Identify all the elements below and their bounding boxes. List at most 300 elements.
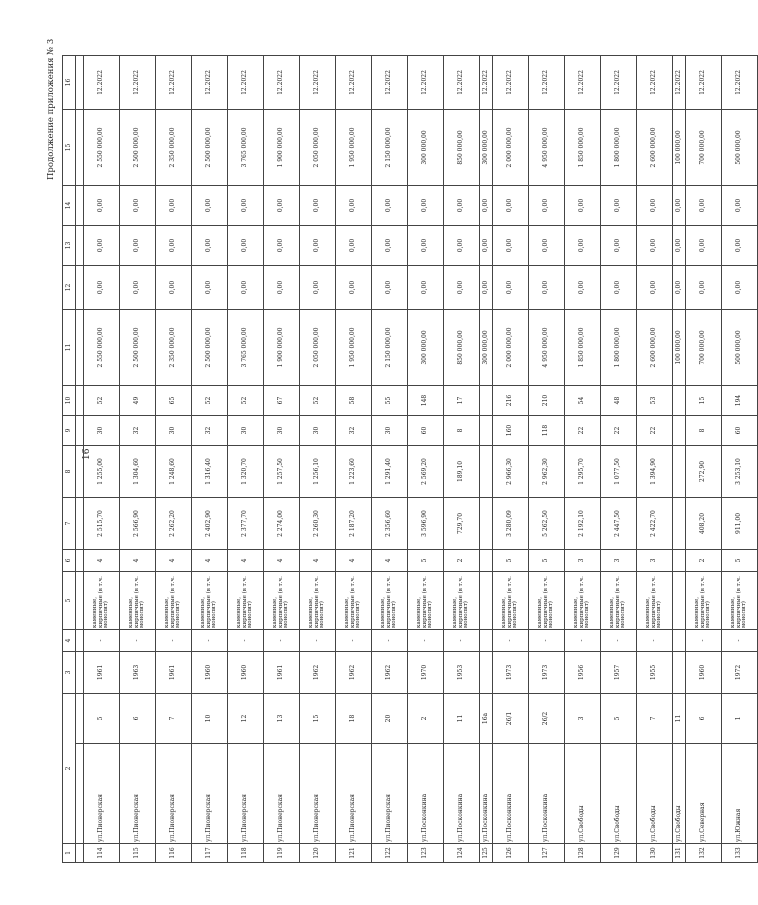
cell-area2: 1 223,60 <box>336 445 372 497</box>
cell-n: 133 <box>722 844 758 863</box>
header-spacer-cell <box>76 651 84 693</box>
cell-wall: каменные, кирпичные (в т.ч. монолит) <box>722 571 758 629</box>
cell-c14: 0,00 <box>444 185 480 225</box>
cell-c15: 2 600 000,00 <box>637 109 673 185</box>
cell-floors <box>673 549 686 571</box>
cell-area2: 272,90 <box>686 445 722 497</box>
cell-total: 1 900 000,00 <box>264 309 300 385</box>
cell-total: 850 000,00 <box>444 309 480 385</box>
cell-year <box>673 651 686 693</box>
header-spacer-cell <box>76 265 84 309</box>
cell-total: 1 800 000,00 <box>601 309 637 385</box>
cell-c4: - <box>493 629 529 651</box>
cell-street: ул.Свободы <box>565 744 601 844</box>
cell-year: 1960 <box>228 651 264 693</box>
cell-n: 127 <box>529 844 565 863</box>
cell-area <box>673 497 686 549</box>
cell-floors: 5 <box>529 549 565 571</box>
cell-area2: 1 248,60 <box>156 445 192 497</box>
cell-n: 124 <box>444 844 480 863</box>
cell-c13: 0,00 <box>601 225 637 265</box>
cell-c13: 0,00 <box>637 225 673 265</box>
cell-wall: каменные, кирпичные (в т.ч. монолит) <box>601 571 637 629</box>
cell-floors: 3 <box>601 549 637 571</box>
cell-c14: 0,00 <box>686 185 722 225</box>
cell-c14: 0,00 <box>336 185 372 225</box>
cell-area: 2 356,60 <box>372 497 408 549</box>
cell-c10: 210 <box>529 385 565 415</box>
column-number: 3 <box>63 651 76 693</box>
cell-area2: 3 253,10 <box>722 445 758 497</box>
cell-c12: 0,00 <box>480 265 493 309</box>
cell-wall: каменные, кирпичные (в т.ч. монолит) <box>192 571 228 629</box>
cell-c13: 0,00 <box>372 225 408 265</box>
cell-c9: 32 <box>192 415 228 445</box>
cell-year <box>480 651 493 693</box>
cell-c13: 0,00 <box>408 225 444 265</box>
table-row <box>84 55 120 862</box>
header-spacer-cell <box>76 571 84 629</box>
cell-c4 <box>480 629 493 651</box>
table-row <box>686 55 722 862</box>
cell-n: 119 <box>264 844 300 863</box>
cell-c13: 0,00 <box>444 225 480 265</box>
cell-c13: 0,00 <box>493 225 529 265</box>
cell-year: 1962 <box>300 651 336 693</box>
cell-wall: каменные, кирпичные (в т.ч. монолит) <box>300 571 336 629</box>
cell-c4: - <box>686 629 722 651</box>
cell-c14: 0,00 <box>601 185 637 225</box>
column-number: 6 <box>63 549 76 571</box>
cell-c10 <box>480 385 493 415</box>
header-spacer-cell <box>76 744 84 844</box>
cell-area2: 1 077,50 <box>601 445 637 497</box>
header-spacer-row <box>76 55 84 862</box>
cell-c13: 0,00 <box>686 225 722 265</box>
cell-c10: 148 <box>408 385 444 415</box>
cell-total: 1 950 000,00 <box>336 309 372 385</box>
header-spacer-cell <box>76 629 84 651</box>
cell-floors: 4 <box>156 549 192 571</box>
cell-area: 2 187,20 <box>336 497 372 549</box>
cell-house: 11 <box>673 693 686 743</box>
continuation-note: Продолжение приложения № 3 <box>46 38 56 180</box>
column-number: 16 <box>63 55 76 109</box>
cell-n: 128 <box>565 844 601 863</box>
table-row <box>444 55 480 862</box>
cell-year: 1963 <box>120 651 156 693</box>
cell-date: 12.2022 <box>84 55 120 109</box>
cell-area2: 1 295,70 <box>565 445 601 497</box>
cell-wall: каменные, кирпичные (в т.ч. монолит) <box>120 571 156 629</box>
cell-c15: 2 500 000,00 <box>120 109 156 185</box>
cell-date: 12.2022 <box>120 55 156 109</box>
cell-c12: 0,00 <box>493 265 529 309</box>
cell-year: 1961 <box>156 651 192 693</box>
cell-c9: 30 <box>300 415 336 445</box>
column-number: 8 <box>63 445 76 497</box>
header-spacer-cell <box>76 385 84 415</box>
cell-wall: каменные, кирпичные (в т.ч. монолит) <box>372 571 408 629</box>
cell-c12: 0,00 <box>372 265 408 309</box>
cell-c15: 2 000 000,00 <box>493 109 529 185</box>
cell-c4: - <box>120 629 156 651</box>
cell-wall: каменные, кирпичные (в т.ч. монолит) <box>408 571 444 629</box>
cell-c13: 0,00 <box>565 225 601 265</box>
cell-c13: 0,00 <box>120 225 156 265</box>
cell-wall: каменные, кирпичные (в т.ч. монолит) <box>686 571 722 629</box>
cell-year: 1953 <box>444 651 480 693</box>
cell-house: 3 <box>565 693 601 743</box>
table-row <box>120 55 156 862</box>
cell-floors: 4 <box>228 549 264 571</box>
cell-street: ул.Пионерская <box>372 744 408 844</box>
cell-c4: - <box>192 629 228 651</box>
cell-c12: 0,00 <box>84 265 120 309</box>
cell-c15: 2 050 000,00 <box>300 109 336 185</box>
cell-area2: 1 291,40 <box>372 445 408 497</box>
cell-total: 300 000,00 <box>408 309 444 385</box>
cell-c15: 2 500 000,00 <box>192 109 228 185</box>
cell-c9: 22 <box>565 415 601 445</box>
cell-c14: 0,00 <box>84 185 120 225</box>
table-row <box>529 55 565 862</box>
cell-c4 <box>673 629 686 651</box>
cell-total: 2 600 000,00 <box>637 309 673 385</box>
table-row <box>722 55 758 862</box>
cell-street: ул.Свободы <box>637 744 673 844</box>
cell-c15: 300 000,00 <box>408 109 444 185</box>
cell-area2: 1 255,00 <box>84 445 120 497</box>
cell-c10: 52 <box>192 385 228 415</box>
cell-street: ул.Пионерская <box>192 744 228 844</box>
cell-c10: 58 <box>336 385 372 415</box>
cell-c9: 22 <box>637 415 673 445</box>
cell-c10: 52 <box>300 385 336 415</box>
cell-wall: каменные, кирпичные (в т.ч. монолит) <box>156 571 192 629</box>
cell-house: 26/1 <box>493 693 529 743</box>
column-number: 1 <box>63 844 76 863</box>
cell-c12: 0,00 <box>686 265 722 309</box>
cell-total: 2 500 000,00 <box>192 309 228 385</box>
cell-n: 122 <box>372 844 408 863</box>
cell-c15: 1 800 000,00 <box>601 109 637 185</box>
cell-c10: 17 <box>444 385 480 415</box>
cell-year: 1973 <box>529 651 565 693</box>
cell-area2: 1 320,70 <box>228 445 264 497</box>
cell-n: 132 <box>686 844 722 863</box>
cell-date: 12.2022 <box>156 55 192 109</box>
cell-c14: 0,00 <box>372 185 408 225</box>
cell-area2: 2 966,30 <box>493 445 529 497</box>
cell-street: ул.Пионерская <box>264 744 300 844</box>
cell-c13: 0,00 <box>228 225 264 265</box>
cell-street: ул.Посконкина <box>408 744 444 844</box>
cell-street: ул.Свободы <box>601 744 637 844</box>
cell-year: 1960 <box>686 651 722 693</box>
cell-c13: 0,00 <box>673 225 686 265</box>
cell-area: 408,20 <box>686 497 722 549</box>
cell-c9: 60 <box>408 415 444 445</box>
cell-c15: 4 950 000,00 <box>529 109 565 185</box>
cell-area2: 2 569,20 <box>408 445 444 497</box>
cell-date: 12.2022 <box>673 55 686 109</box>
cell-c14: 0,00 <box>480 185 493 225</box>
cell-floors <box>480 549 493 571</box>
cell-n: 129 <box>601 844 637 863</box>
cell-area: 2 402,90 <box>192 497 228 549</box>
cell-area: 911,00 <box>722 497 758 549</box>
cell-area2: 1 394,90 <box>637 445 673 497</box>
cell-n: 117 <box>192 844 228 863</box>
cell-street: ул.Пионерская <box>228 744 264 844</box>
cell-c9: 60 <box>722 415 758 445</box>
cell-area: 2 422,70 <box>637 497 673 549</box>
cell-c4: - <box>336 629 372 651</box>
cell-n: 118 <box>228 844 264 863</box>
cell-date: 12.2022 <box>336 55 372 109</box>
page-number: 16 <box>82 448 92 460</box>
cell-area: 2 377,70 <box>228 497 264 549</box>
cell-c14: 0,00 <box>722 185 758 225</box>
cell-area: 2 447,50 <box>601 497 637 549</box>
cell-total: 2 050 000,00 <box>300 309 336 385</box>
cell-area: 2 260,30 <box>300 497 336 549</box>
column-number: 12 <box>63 265 76 309</box>
cell-floors: 4 <box>300 549 336 571</box>
table-row <box>601 55 637 862</box>
cell-c14: 0,00 <box>565 185 601 225</box>
cell-c14: 0,00 <box>529 185 565 225</box>
cell-street: ул.Пионерская <box>84 744 120 844</box>
cell-wall: каменные, кирпичные (в т.ч. монолит) <box>228 571 264 629</box>
cell-area: 3 280,09 <box>493 497 529 549</box>
cell-c15: 2 150 000,00 <box>372 109 408 185</box>
table-row <box>336 55 372 862</box>
cell-street: ул.Пионерская <box>120 744 156 844</box>
cell-area2 <box>673 445 686 497</box>
cell-c15: 500 000,00 <box>722 109 758 185</box>
cell-c4: - <box>444 629 480 651</box>
table-row <box>192 55 228 862</box>
cell-street: ул.Посконкина <box>493 744 529 844</box>
cell-floors: 4 <box>84 549 120 571</box>
cell-total: 3 765 000,00 <box>228 309 264 385</box>
cell-c12: 0,00 <box>601 265 637 309</box>
cell-n: 114 <box>84 844 120 863</box>
cell-date: 12.2022 <box>300 55 336 109</box>
cell-c4: - <box>529 629 565 651</box>
cell-date: 12.2022 <box>565 55 601 109</box>
cell-c9: 30 <box>228 415 264 445</box>
cell-wall: каменные, кирпичные (в т.ч. монолит) <box>637 571 673 629</box>
cell-year: 1970 <box>408 651 444 693</box>
cell-floors: 4 <box>192 549 228 571</box>
cell-c4: - <box>300 629 336 651</box>
cell-c4: - <box>156 629 192 651</box>
table-row <box>156 55 192 862</box>
cell-c10: 52 <box>228 385 264 415</box>
cell-area: 2 262,20 <box>156 497 192 549</box>
cell-c12: 0,00 <box>529 265 565 309</box>
cell-house: 16а <box>480 693 493 743</box>
cell-house: 12 <box>228 693 264 743</box>
cell-date: 12.2022 <box>637 55 673 109</box>
cell-street: ул.Посконкина <box>529 744 565 844</box>
cell-wall: каменные, кирпичные (в т.ч. монолит) <box>565 571 601 629</box>
cell-c10: 216 <box>493 385 529 415</box>
cell-c9: 30 <box>84 415 120 445</box>
column-number: 7 <box>63 497 76 549</box>
cell-date: 12.2022 <box>192 55 228 109</box>
cell-n: 120 <box>300 844 336 863</box>
cell-c10: 52 <box>84 385 120 415</box>
cell-street: ул.Посконкина <box>480 744 493 844</box>
cell-house: 7 <box>637 693 673 743</box>
cell-house: 10 <box>192 693 228 743</box>
cell-area2: 189,10 <box>444 445 480 497</box>
cell-c9: 8 <box>444 415 480 445</box>
cell-house: 5 <box>84 693 120 743</box>
cell-c4: - <box>264 629 300 651</box>
header-spacer-cell <box>76 415 84 445</box>
cell-c14: 0,00 <box>120 185 156 225</box>
cell-c12: 0,00 <box>192 265 228 309</box>
cell-c13: 0,00 <box>336 225 372 265</box>
header-spacer-cell <box>76 844 84 863</box>
cell-c9 <box>480 415 493 445</box>
cell-c4: - <box>722 629 758 651</box>
cell-area: 2 515,70 <box>84 497 120 549</box>
cell-c4: - <box>228 629 264 651</box>
table-row <box>493 55 529 862</box>
cell-year: 1961 <box>84 651 120 693</box>
cell-c10: 49 <box>120 385 156 415</box>
cell-street: ул.Свободы <box>673 744 686 844</box>
cell-c13: 0,00 <box>156 225 192 265</box>
cell-house: 1 <box>722 693 758 743</box>
cell-total: 2 150 000,00 <box>372 309 408 385</box>
cell-area: 729,70 <box>444 497 480 549</box>
cell-street: ул.Северная <box>686 744 722 844</box>
cell-year: 1955 <box>637 651 673 693</box>
cell-c13: 0,00 <box>192 225 228 265</box>
cell-wall: каменные, кирпичные (в т.ч. монолит) <box>264 571 300 629</box>
column-number: 2 <box>63 693 76 843</box>
header-spacer-cell <box>76 55 84 109</box>
cell-c13: 0,00 <box>722 225 758 265</box>
cell-c10: 54 <box>565 385 601 415</box>
cell-floors: 4 <box>336 549 372 571</box>
cell-floors: 2 <box>686 549 722 571</box>
column-number: 15 <box>63 109 76 185</box>
cell-c14: 0,00 <box>228 185 264 225</box>
cell-house: 6 <box>686 693 722 743</box>
cell-c4: - <box>84 629 120 651</box>
cell-year: 1972 <box>722 651 758 693</box>
cell-c15: 1 850 000,00 <box>565 109 601 185</box>
cell-date: 12.2022 <box>493 55 529 109</box>
cell-total: 500 000,00 <box>722 309 758 385</box>
cell-n: 126 <box>493 844 529 863</box>
cell-c9: 118 <box>529 415 565 445</box>
cell-total: 2 000 000,00 <box>493 309 529 385</box>
cell-house: 6 <box>120 693 156 743</box>
cell-n: 130 <box>637 844 673 863</box>
cell-c14: 0,00 <box>493 185 529 225</box>
cell-c15: 300 000,00 <box>480 109 493 185</box>
column-number: 13 <box>63 225 76 265</box>
cell-c14: 0,00 <box>192 185 228 225</box>
cell-c12: 0,00 <box>120 265 156 309</box>
cell-total: 1 850 000,00 <box>565 309 601 385</box>
cell-date: 12.2022 <box>264 55 300 109</box>
cell-floors: 2 <box>444 549 480 571</box>
header-spacer-cell <box>76 445 84 497</box>
cell-c14: 0,00 <box>300 185 336 225</box>
cell-c15: 2 550 000,00 <box>84 109 120 185</box>
table-row <box>264 55 300 862</box>
cell-c10: 15 <box>686 385 722 415</box>
cell-c12: 0,00 <box>156 265 192 309</box>
cell-house: 18 <box>336 693 372 743</box>
cell-c9 <box>673 415 686 445</box>
cell-wall: каменные, кирпичные (в т.ч. монолит) <box>444 571 480 629</box>
cell-c12: 0,00 <box>228 265 264 309</box>
cell-area2: 1 256,10 <box>300 445 336 497</box>
column-number: 4 <box>63 629 76 651</box>
cell-c12: 0,00 <box>565 265 601 309</box>
cell-c15: 100 000,00 <box>673 109 686 185</box>
cell-house: 11 <box>444 693 480 743</box>
cell-total: 100 000,00 <box>673 309 686 385</box>
cell-c14: 0,00 <box>156 185 192 225</box>
column-number: 10 <box>63 385 76 415</box>
cell-area: 2 274,00 <box>264 497 300 549</box>
column-number: 9 <box>63 415 76 445</box>
cell-c10: 55 <box>372 385 408 415</box>
cell-floors: 4 <box>372 549 408 571</box>
cell-year: 1962 <box>372 651 408 693</box>
cell-street: ул.Пионерская <box>156 744 192 844</box>
cell-total: 700 000,00 <box>686 309 722 385</box>
cell-date: 12.2022 <box>686 55 722 109</box>
cell-area2: 1 304,60 <box>120 445 156 497</box>
header-spacer-cell <box>76 549 84 571</box>
cell-date: 12.2022 <box>601 55 637 109</box>
cell-area2: 1 257,50 <box>264 445 300 497</box>
table-row <box>372 55 408 862</box>
column-number: 5 <box>63 571 76 629</box>
cell-date: 12.2022 <box>408 55 444 109</box>
cell-year: 1962 <box>336 651 372 693</box>
table-row <box>228 55 264 862</box>
cell-area: 2 566,90 <box>120 497 156 549</box>
cell-house: 20 <box>372 693 408 743</box>
cell-c4: - <box>637 629 673 651</box>
cell-street: ул.Южная <box>722 744 758 844</box>
cell-c4: - <box>565 629 601 651</box>
cell-total: 4 950 000,00 <box>529 309 565 385</box>
header-spacer-cell <box>76 693 84 743</box>
cell-c10: 53 <box>637 385 673 415</box>
cell-c9: 32 <box>120 415 156 445</box>
cell-c10: 67 <box>264 385 300 415</box>
cell-c13: 0,00 <box>300 225 336 265</box>
cell-n: 131 <box>673 844 686 863</box>
cell-year: 1973 <box>493 651 529 693</box>
cell-year: 1957 <box>601 651 637 693</box>
